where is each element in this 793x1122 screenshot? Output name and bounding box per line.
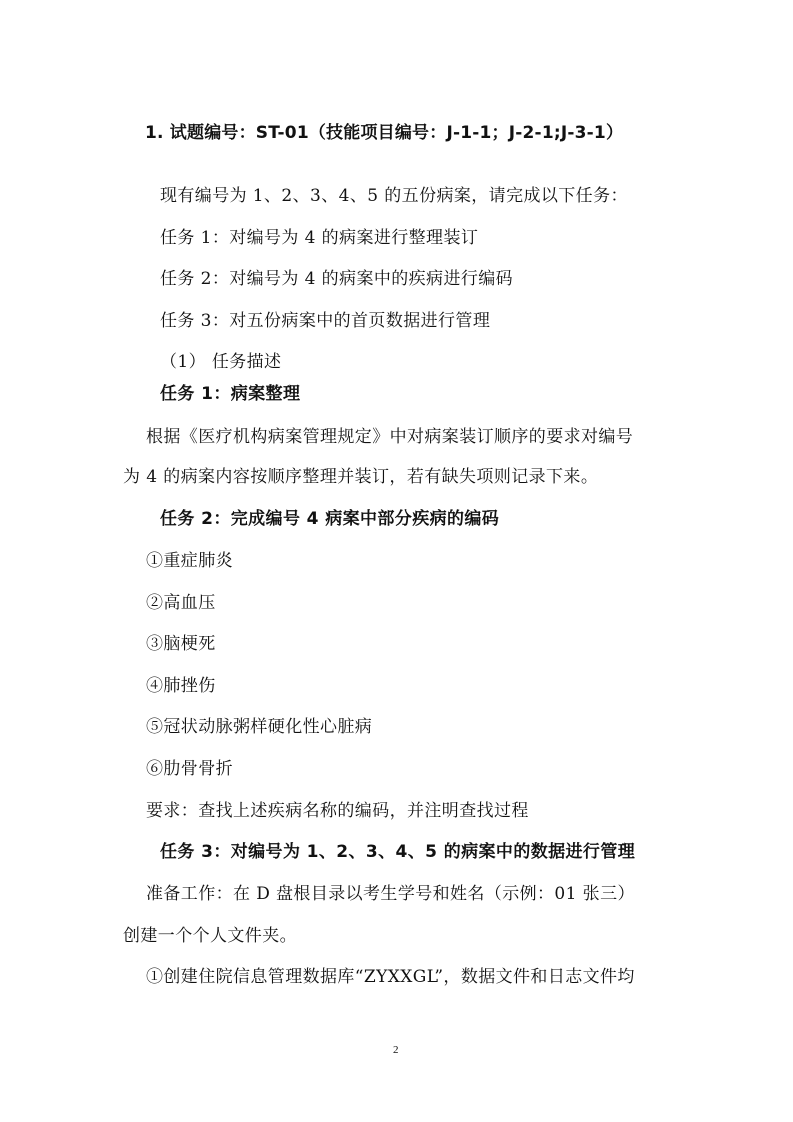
task-overview-1: 任务 1：对编号为 4 的病案进行整理装订 (160, 228, 479, 248)
task3-step1: ①创建住院信息管理数据库“ZYXXGL”，数据文件和日志文件均 (146, 967, 635, 987)
disease-item-6: ⑥肋骨骨折 (146, 759, 233, 779)
disease-item-2: ②高血压 (146, 593, 216, 613)
disease-item-4: ④肺挫伤 (146, 676, 216, 696)
document-title: 1. 试题编号：ST-01（技能项目编号：J-1-1；J-2-1;J-3-1） (145, 123, 624, 143)
disease-item-3: ③脑梗死 (146, 634, 216, 654)
page-number: 2 (393, 1044, 399, 1056)
disease-item-1: ①重症肺炎 (146, 551, 233, 571)
task2-requirement: 要求：查找上述疾病名称的编码，并注明查找过程 (146, 801, 529, 821)
intro-paragraph: 现有编号为 1、2、3、4、5 的五份病案，请完成以下任务： (160, 186, 628, 206)
task3-prep-line2: 创建一个个人文件夹。 (123, 926, 297, 946)
task-overview-3: 任务 3：对五份病案中的首页数据进行管理 (160, 311, 491, 331)
task3-prep-line1: 准备工作：在 D 盘根目录以考生学号和姓名（示例：01 张三） (146, 884, 635, 904)
task1-body-line1: 根据《医疗机构病案管理规定》中对病案装订顺序的要求对编号 (146, 427, 634, 447)
task3-heading: 任务 3：对编号为 1、2、3、4、5 的病案中的数据进行管理 (160, 842, 636, 862)
task1-body-line2: 为 4 的病案内容按顺序整理并装订，若有缺失项则记录下来。 (123, 467, 599, 487)
task-overview-2: 任务 2：对编号为 4 的病案中的疾病进行编码 (160, 269, 514, 289)
task1-heading: 任务 1：病案整理 (160, 384, 301, 404)
disease-item-5: ⑤冠状动脉粥样硬化性心脏病 (146, 717, 373, 737)
section-heading: （1） 任务描述 (160, 352, 282, 372)
task2-heading: 任务 2：完成编号 4 病案中部分疾病的编码 (160, 509, 500, 529)
